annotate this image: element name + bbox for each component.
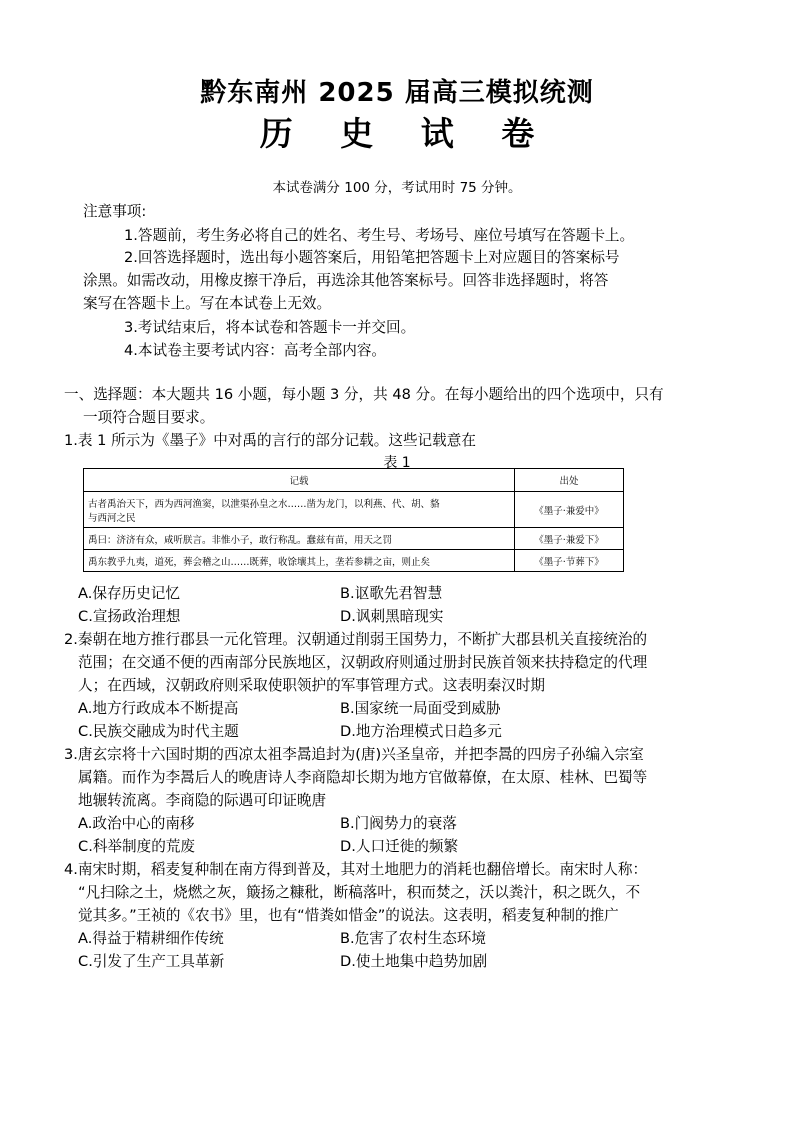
table-header-record: 记载 <box>84 469 515 492</box>
question-4-line-1: 4.南宋时期，稻麦复种制在南方得到普及，其对土地肥力的消耗也翻倍增长。南宋时人称： <box>64 861 648 878</box>
table-row <box>84 492 624 528</box>
exam-title: 黔东南州 2025 届高三模拟统测 <box>200 78 594 108</box>
table-row <box>84 528 624 550</box>
question-3-option-a: A.政治中心的南移 <box>78 815 195 832</box>
table-cell-source: 《墨子·节葬下》 <box>515 550 624 572</box>
section-instructions-line-1: 一、选择题：本大题共 16 小题，每小题 3 分，共 48 分。在每小题给出的四个选项中，只有 <box>64 386 664 403</box>
note-item-2-line-3: 案写在答题卡上。写在本试卷上无效。 <box>83 295 332 312</box>
record-text: 古者禹治天下，西为西河渔窦，以泄渠孙皇之水……凿为龙门，以利燕、代、胡、貉 <box>88 498 440 510</box>
question-1-option-d: D.讽刺黑暗现实 <box>340 608 444 625</box>
subject-title: 历 史 试 卷 <box>259 114 553 153</box>
question-4-option-d: D.使土地集中趋势加剧 <box>340 953 488 970</box>
question-2-option-c: C.民族交融成为时代主题 <box>78 723 239 740</box>
question-4-option-b: B.危害了农村生态环境 <box>340 930 486 947</box>
table-cell-source: 《墨子·兼爱中》 <box>515 492 624 528</box>
question-1-option-a: A.保存历史记忆 <box>78 585 180 602</box>
question-3-line-2: 属籍。而作为李暠后人的晚唐诗人李商隐却长期为地方官做幕僚，在太原、桂林、巴蜀等 <box>78 769 648 786</box>
question-2-line-3: 人；在西域，汉朝政府则采取使职领护的军事管理方式。这表明秦汉时期 <box>78 677 546 694</box>
question-4-line-2: “凡扫除之土，烧燃之灰，簸扬之糠秕，断稿落叶，积而焚之，沃以粪汁，积之既久，不 <box>78 884 641 901</box>
question-1-option-b: B.讴歌先君智慧 <box>340 585 443 602</box>
note-item-1: 1.答题前，考生务必将自己的姓名、考生号、考场号、座位号填写在答题卡上。 <box>124 227 635 244</box>
table-header-row <box>84 469 624 492</box>
question-4-line-3: 觉其多。”王祯的《农书》里，也有“惜粪如惜金”的说法。这表明，稻麦复种制的推广 <box>78 907 619 924</box>
table-caption: 表 1 <box>383 455 411 471</box>
question-2-option-b: B.国家统一局面受到威胁 <box>340 700 501 717</box>
question-3-option-b: B.门阀势力的衰落 <box>340 815 457 832</box>
question-3-option-c: C.科举制度的荒废 <box>78 838 195 855</box>
question-4-option-a: A.得益于精耕细作传统 <box>78 930 224 947</box>
question-4-option-c: C.引发了生产工具革新 <box>78 953 225 970</box>
question-2-option-d: D.地方治理模式日趋多元 <box>340 723 502 740</box>
table-cell-record: 禹东教乎九夷，道死，葬会稽之山……既葬，收馀壤其上，垄若参耕之亩，则止矣 <box>84 550 515 572</box>
table-cell-record <box>84 492 515 528</box>
question-3-option-d: D.人口迁徙的频繁 <box>340 838 459 855</box>
table-row <box>84 550 624 572</box>
question-1-stem: 1.表 1 所示为《墨子》中对禹的言行的部分记载。这些记载意在 <box>64 432 476 449</box>
table-cell-record: 禹曰：济济有众，咸听朕言。非惟小子，敢行称乱。蠢兹有苗，用天之罚 <box>84 528 515 550</box>
exam-info: 本试卷满分 100 分，考试用时 75 分钟。 <box>272 180 522 196</box>
record-text: 与西河之民 <box>88 512 136 524</box>
question-1-option-c: C.宣扬政治理想 <box>78 608 181 625</box>
section-instructions-line-2: 一项符合题目要求。 <box>83 409 215 426</box>
question-2-line-1: 2.秦朝在地方推行郡县一元化管理。汉朝通过削弱王国势力，不断扩大郡县机关直接统治的 <box>64 631 648 648</box>
table-header-source: 出处 <box>515 469 624 492</box>
question-3-line-1: 3.唐玄宗将十六国时期的西凉太祖李暠追封为(唐)兴圣皇帝，并把李暠的四房子孙编入宗室 <box>64 746 644 763</box>
note-item-3: 3.考试结束后，将本试卷和答题卡一并交回。 <box>124 319 416 336</box>
note-item-2-line-2: 涂黑。如需改动，用橡皮擦干净后，再选涂其他答案标号。回答非选择题时，将答 <box>83 272 609 289</box>
question-3-line-3: 地辗转流离。李商隐的际遇可印证晚唐 <box>78 792 327 809</box>
table-cell-source: 《墨子·兼爱下》 <box>515 528 624 550</box>
record-table <box>83 468 624 572</box>
question-2-option-a: A.地方行政成本不断提高 <box>78 700 239 717</box>
question-2-line-2: 范围；在交通不便的西南部分民族地区，汉朝政府则通过册封民族首领来扶持稳定的代理 <box>78 654 648 671</box>
notes-heading: 注意事项: <box>83 203 147 220</box>
note-item-2-line-1: 2.回答选择题时，选出每小题答案后，用铅笔把答题卡上对应题目的答案标号 <box>124 249 620 266</box>
note-item-4: 4.本试卷主要考试内容：高考全部内容。 <box>124 342 387 359</box>
